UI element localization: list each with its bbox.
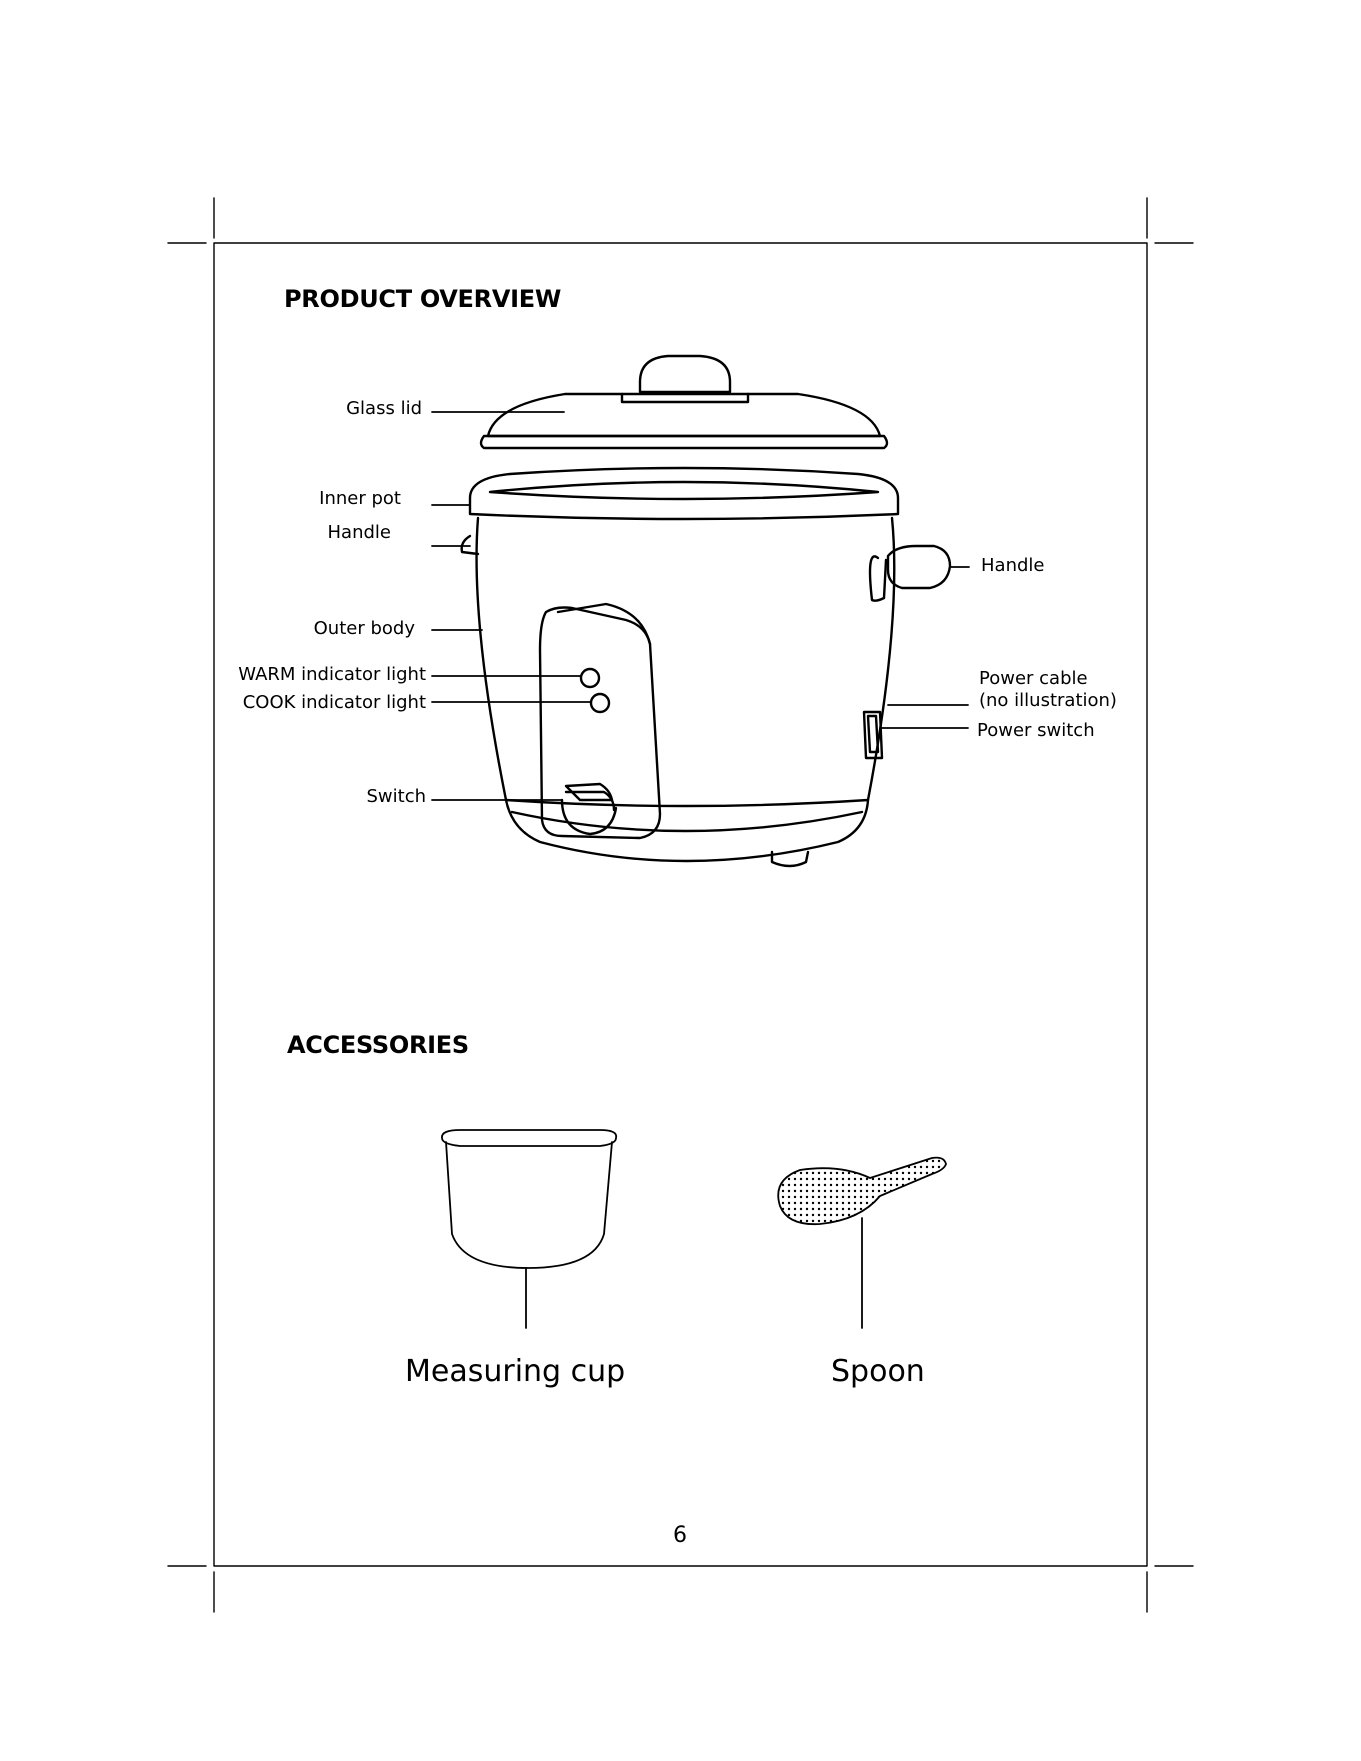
rice-cooker-illustration <box>462 356 950 866</box>
label-power-cable: Power cable <box>979 668 1088 689</box>
label-cook-indicator-light: COOK indicator light <box>242 692 426 713</box>
label-switch: Switch <box>366 786 426 807</box>
label-outer-body: Outer body <box>313 618 415 639</box>
crop-marks <box>168 198 1193 1612</box>
product-overview-heading: PRODUCT OVERVIEW <box>284 285 562 313</box>
accessories-heading: ACCESSORIES <box>287 1031 469 1059</box>
label-handle-right: Handle <box>981 555 1045 576</box>
label-power-cable-note: (no illustration) <box>979 690 1117 711</box>
page-number: 6 <box>673 1523 687 1548</box>
label-inner-pot: Inner pot <box>319 488 401 509</box>
label-warm-indicator-light: WARM indicator light <box>238 664 426 685</box>
label-power-switch: Power switch <box>977 720 1095 741</box>
label-spoon: Spoon <box>831 1354 925 1389</box>
label-glass-lid: Glass lid <box>346 398 422 419</box>
page-frame <box>214 243 1147 1566</box>
measuring-cup-illustration <box>442 1130 616 1328</box>
spoon-illustration <box>778 1158 946 1328</box>
leader-lines <box>432 412 969 800</box>
label-measuring-cup: Measuring cup <box>405 1354 626 1389</box>
label-handle-left: Handle <box>327 522 391 543</box>
